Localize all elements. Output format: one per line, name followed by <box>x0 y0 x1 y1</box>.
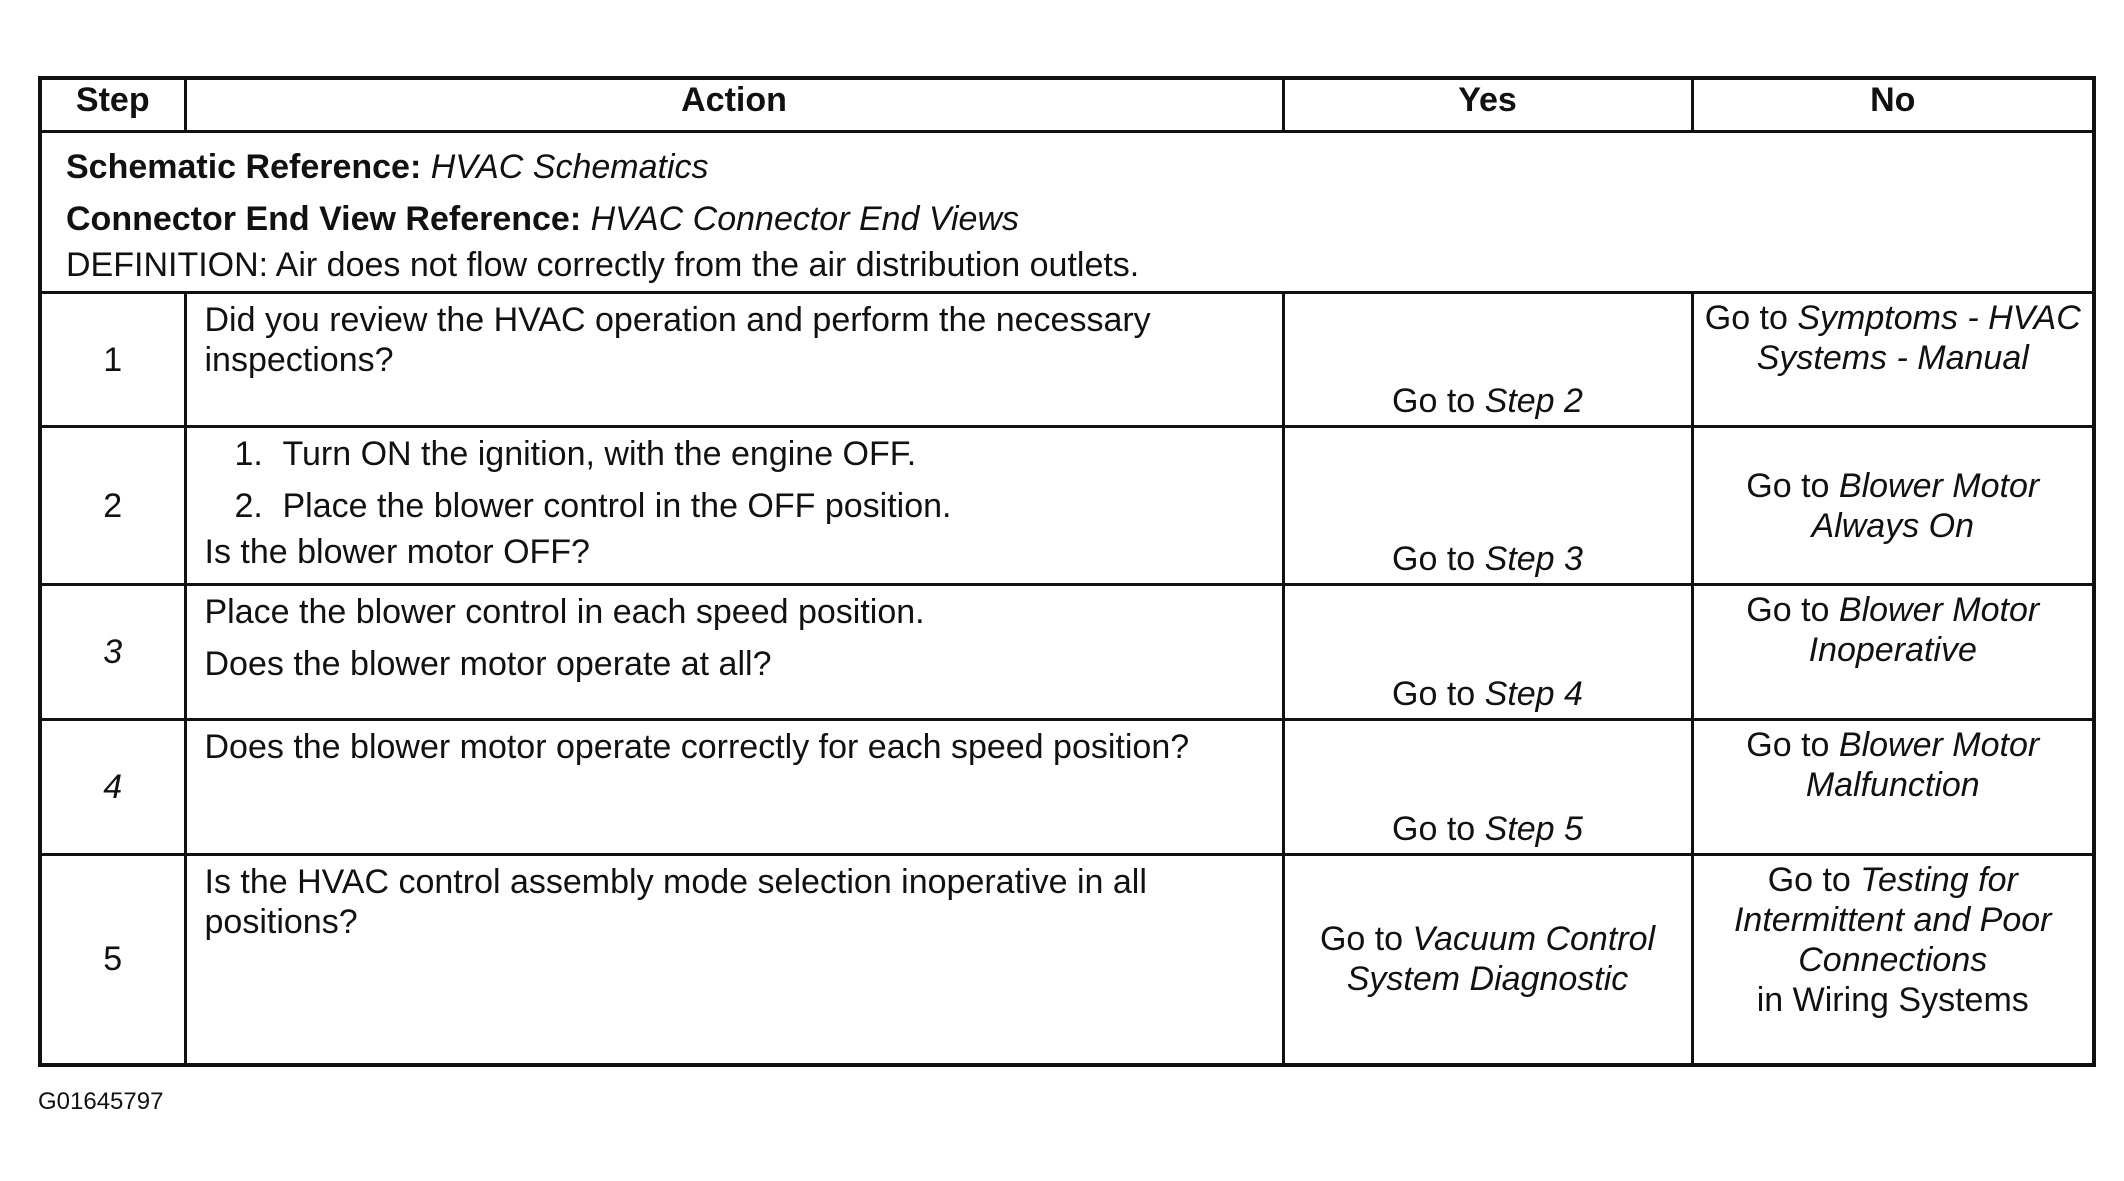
connector-reference <box>66 193 2068 245</box>
figure-code: G01645797 <box>38 1088 164 1115</box>
action-text: Does the blower motor operate correctly for each speed position? <box>204 728 1190 766</box>
yes-link[interactable]: Step 2 <box>1484 382 1583 420</box>
no-prefix: Go to <box>1746 726 1839 764</box>
no-link[interactable]: Symptoms - HVAC Systems - Manual <box>1756 299 2081 377</box>
action-cell <box>185 720 1283 855</box>
table-row <box>40 855 2094 1065</box>
connector-reference-label: Connector End View Reference: <box>66 200 582 238</box>
yes-cell <box>1283 855 1692 1065</box>
action-step-item <box>205 428 1264 480</box>
yes-link[interactable]: Step 3 <box>1484 540 1583 578</box>
yes-prefix: Go to <box>1392 540 1485 578</box>
action-text: Is the HVAC control assembly mode selection inoperative in all positions? <box>204 863 1147 941</box>
yes-prefix: Go to <box>1392 675 1485 713</box>
yes-cell <box>1283 427 1692 585</box>
yes-prefix: Go to <box>1392 810 1485 848</box>
step-number: 2 <box>40 427 185 585</box>
action-text: Place the blower control in each speed position. <box>204 593 925 631</box>
table-row <box>40 720 2094 855</box>
reference-cell <box>40 132 2094 293</box>
connector-reference-link[interactable]: HVAC Connector End Views <box>590 200 1019 238</box>
header-action: Action <box>185 78 1283 132</box>
yes-cell <box>1283 720 1692 855</box>
table-row <box>40 427 2094 585</box>
no-prefix: Go to <box>1746 591 1839 629</box>
action-cell <box>185 293 1283 427</box>
step-number: 5 <box>40 855 185 1065</box>
step-number: 1 <box>40 293 185 427</box>
action-text: Does the blower motor operate at all? <box>204 645 772 683</box>
action-cell <box>185 855 1283 1065</box>
list-text: Place the blower control in the OFF position. <box>282 487 952 525</box>
no-link[interactable]: Blower Motor Malfunction <box>1805 726 2040 804</box>
table-row <box>40 585 2094 720</box>
table-header-row <box>40 78 2094 132</box>
action-question: Is the blower motor OFF? <box>204 533 590 571</box>
no-prefix: Go to <box>1767 861 1861 899</box>
diagnostic-table <box>38 76 2096 1067</box>
header-no: No <box>1692 78 2094 132</box>
action-text: Did you review the HVAC operation and perform the necessary inspections? <box>204 301 1151 379</box>
action-cell <box>185 585 1283 720</box>
yes-prefix: Go to <box>1319 920 1413 959</box>
yes-cell <box>1283 585 1692 720</box>
schematic-reference-link[interactable]: HVAC Schematics <box>430 148 709 186</box>
header-yes: Yes <box>1283 78 1692 132</box>
no-cell <box>1692 855 2094 1065</box>
no-link[interactable]: Blower Motor Always On <box>1811 466 2040 545</box>
list-text: Turn ON the ignition, with the engine OFF. <box>282 435 917 473</box>
yes-link[interactable]: Step 5 <box>1484 810 1583 848</box>
action-step-item <box>205 480 1264 532</box>
list-number: 2. <box>234 487 263 525</box>
no-prefix: Go to <box>1746 466 1839 505</box>
yes-prefix: Go to <box>1392 382 1485 420</box>
no-cell <box>1692 427 2094 585</box>
yes-cell <box>1283 293 1692 427</box>
action-cell <box>185 427 1283 585</box>
schematic-reference-label: Schematic Reference: <box>66 148 422 186</box>
table-row <box>40 293 2094 427</box>
step-number: 3 <box>40 585 185 720</box>
no-suffix: in Wiring Systems <box>1756 981 2029 1019</box>
step-number: 4 <box>40 720 185 855</box>
definition-text: DEFINITION: Air does not flow correctly from the air distribution outlets. <box>66 246 1140 284</box>
no-link[interactable]: Blower Motor Inoperative <box>1808 591 2040 669</box>
no-link[interactable]: Testing for Intermittent and Poor Connections <box>1733 861 2052 979</box>
yes-link[interactable]: Vacuum Control System Diagnostic <box>1346 920 1656 999</box>
action-steps-list <box>205 428 1264 532</box>
no-prefix: Go to <box>1704 299 1798 337</box>
no-cell <box>1692 720 2094 855</box>
header-step: Step <box>40 78 185 132</box>
yes-link[interactable]: Step 4 <box>1484 675 1583 713</box>
schematic-reference <box>66 141 2068 193</box>
reference-row <box>40 132 2094 293</box>
no-cell <box>1692 293 2094 427</box>
no-cell <box>1692 585 2094 720</box>
list-number: 1. <box>234 435 263 473</box>
